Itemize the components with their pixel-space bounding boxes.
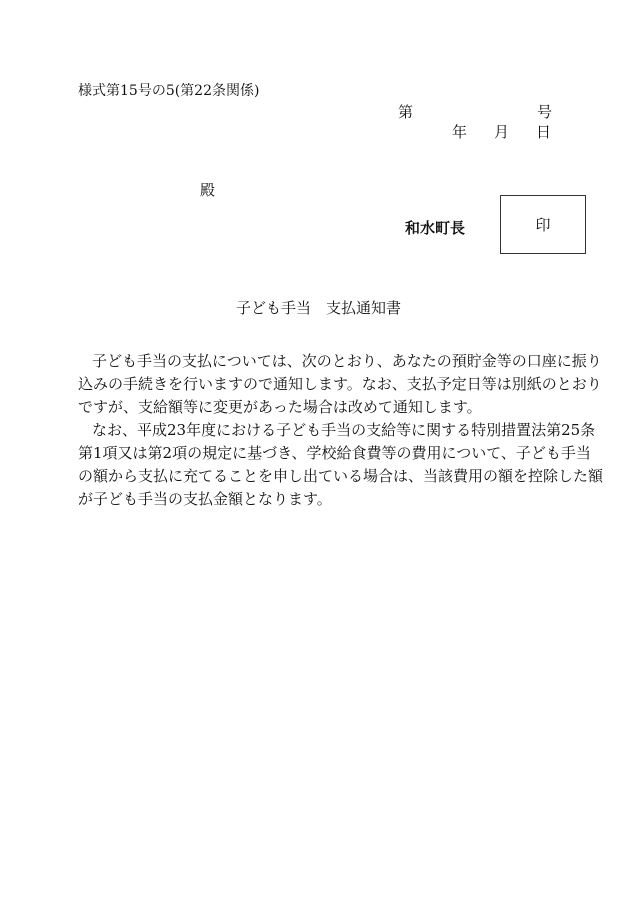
document-number-suffix: 号 — [537, 103, 553, 121]
date-day-label: 日 — [536, 123, 552, 141]
body-line: が子ども手当の支払金額となります。 — [78, 490, 332, 508]
document-title: 子ども手当 支払通知書 — [236, 299, 402, 317]
issuer-name: 和水町長 — [405, 219, 466, 237]
issue-date — [452, 121, 551, 142]
body-text — [78, 350, 604, 511]
date-year-label: 年 — [452, 123, 468, 141]
addressee-honorific: 殿 — [200, 181, 216, 199]
document-number-prefix: 第 — [398, 103, 414, 121]
seal-box — [500, 195, 586, 254]
body-line: 込みの手続きを行いますので通知します。なお、支払予定日等は別紙のとおり — [78, 375, 602, 393]
body-line: なお、平成23年度における子ども手当の支給等に関する特別措置法第25条 — [92, 421, 596, 439]
body-line: 子ども手当の支払については、次のとおり、あなたの預貯金等の口座に振り — [92, 352, 602, 370]
date-month-label: 月 — [494, 123, 510, 141]
body-line: ですが、支給額等に変更があった場合は改めて通知します。 — [78, 398, 482, 416]
seal-label: 印 — [535, 216, 551, 234]
body-line: の額から支払に充てることを申し出ている場合は、当該費用の額を控除した額 — [78, 467, 604, 485]
form-number: 様式第15号の5(第22条関係) — [78, 83, 260, 99]
body-line: 第1項又は第2項の規定に基づき、学校給食費等の費用について、子ども手当 — [78, 444, 591, 462]
